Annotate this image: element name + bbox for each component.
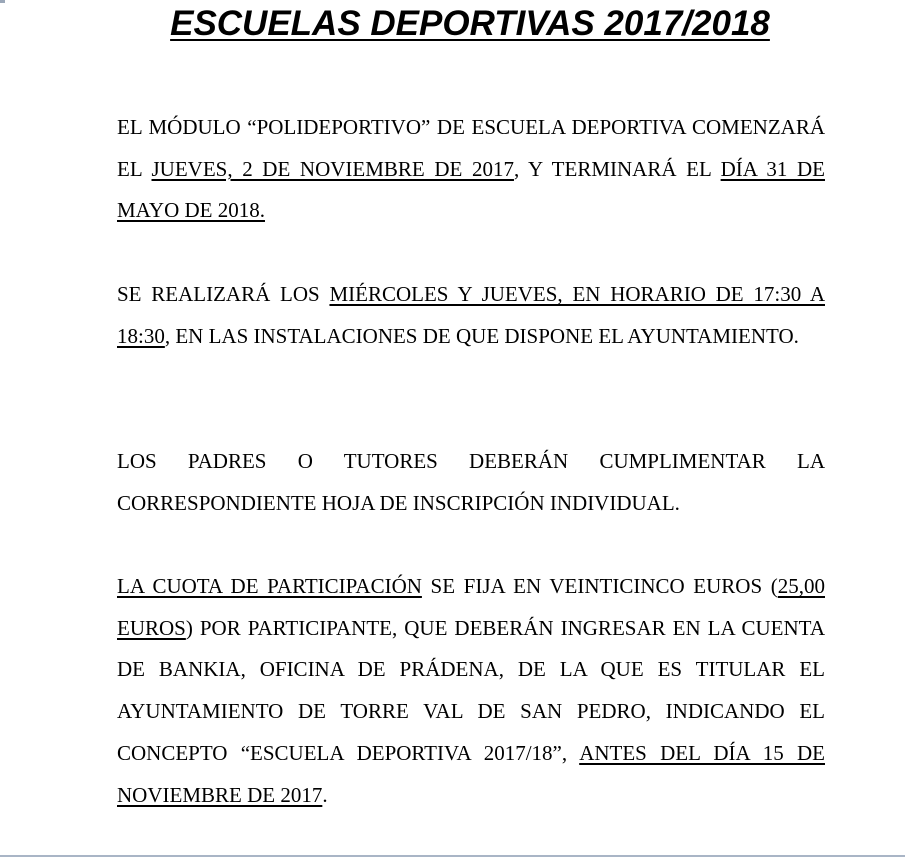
schedule-days-hours: MIÉRCOLES Y JUEVES, EN HORARIO DE 17:30 A 18:30 — [117, 282, 825, 348]
paragraph-text: , Y TERMINARÁ EL — [513, 156, 721, 181]
document-title: ESCUELAS DEPORTIVAS 2017/2018 — [170, 4, 770, 43]
start-date: JUEVES, 2 DE NOVIEMBRE DE 2017 — [151, 156, 514, 181]
fee-heading: LA CUOTA DE PARTICIPACIÓN — [117, 574, 422, 598]
paragraph-text: SE REALIZARÁ LOS — [117, 282, 330, 306]
paragraph-text: ) POR PARTICIPANTE, QUE DEBERÁN INGRESAR EN LA CUENTA DE BANKIA, OFICINA DE PRÁDENA, DE LA QUE ES TITULAR EL AYUNTAMIENTO DE TORRE VAL DE SAN PEDRO, INDICANDO EL CONCEPTO “ESCUELA DEPORTIVA 2017/18”, — [117, 615, 825, 765]
paragraph-text: LOS PADRES O TUTORES DEBERÁN CUMPLIMENTAR LA CORRESPONDIENTE HOJA DE INSCRIPCIÓN INDIVIDUAL. — [117, 449, 825, 515]
payment-deadline: ANTES DEL DÍA 15 DE NOVIEMBRE DE 2017 — [117, 740, 825, 807]
paragraph-text: EL MÓDULO “POLIDEPORTIVO” DE ESCUELA DEPORTIVA COMENZARÁ EL — [117, 115, 825, 181]
paragraph-registration — [117, 441, 825, 524]
paragraph-text: SE FIJA EN VEINTICINCO EUROS ( — [421, 574, 778, 598]
paragraph-dates — [117, 107, 825, 232]
end-date: DÍA 31 DE MAYO DE 2018. — [117, 156, 825, 223]
fee-amount: 25,00 EUROS — [117, 574, 825, 640]
paragraph-text: . — [322, 782, 328, 807]
paragraph-fee — [117, 566, 825, 816]
paragraph-text: , EN LAS INSTALACIONES DE QUE DISPONE EL AYUNTAMIENTO. — [164, 323, 799, 348]
paragraph-schedule — [117, 274, 825, 357]
